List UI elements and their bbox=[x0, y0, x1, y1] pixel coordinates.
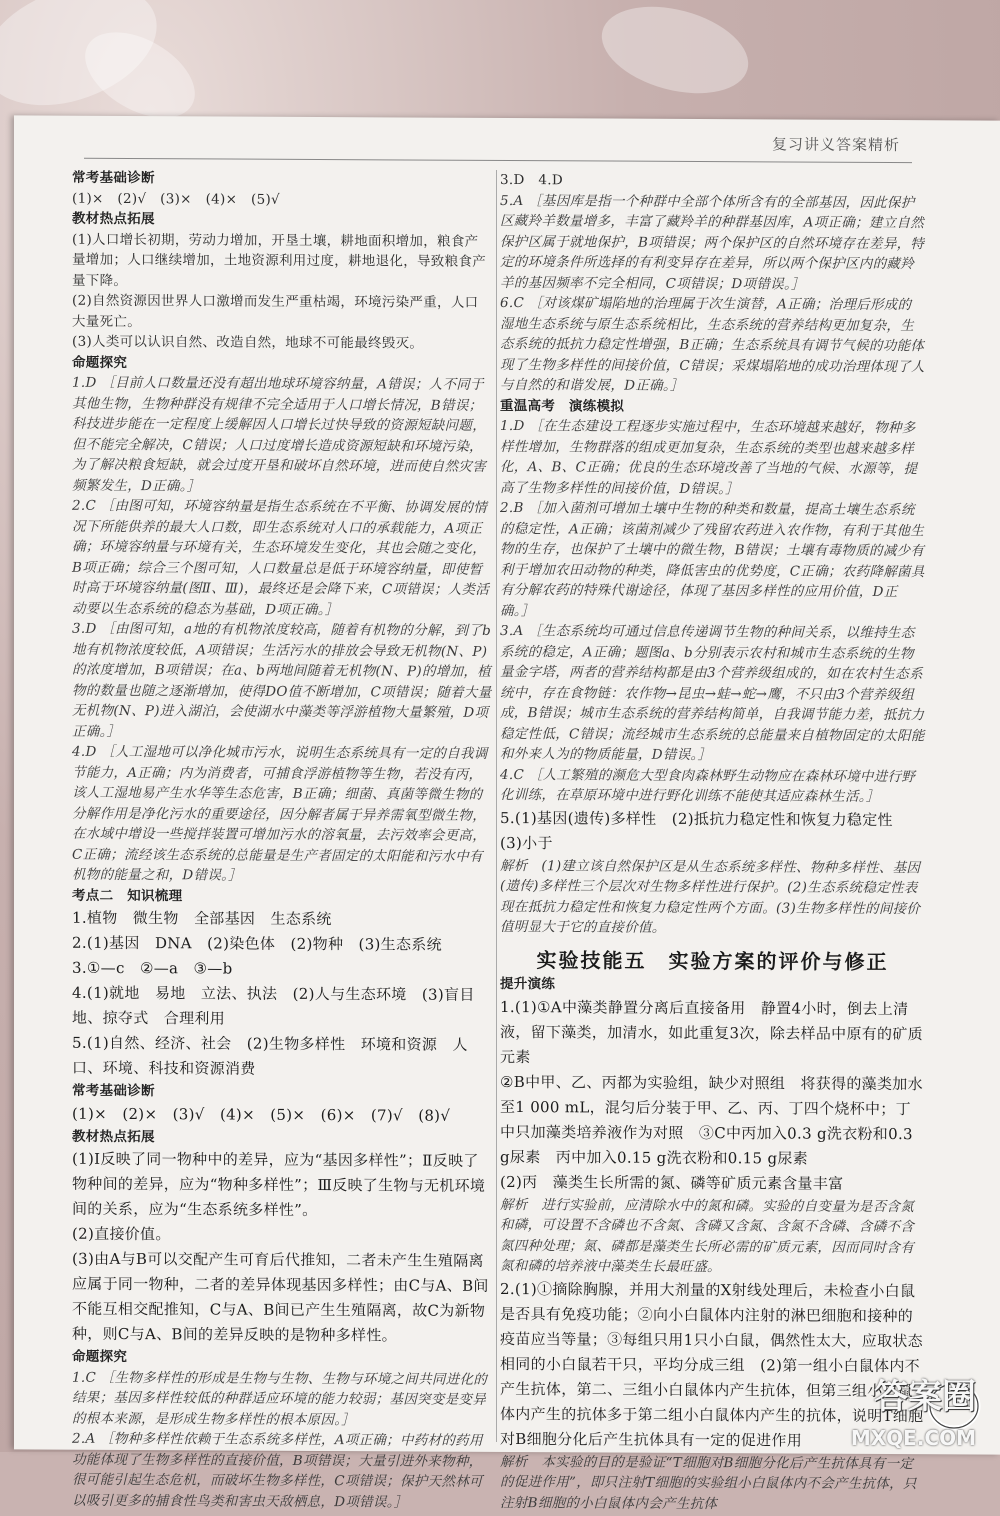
answer-item: (1)× (2)× (3)√ (4)× (5)× (6)× (7)√ (8)√ bbox=[72, 1101, 492, 1128]
header-rule bbox=[84, 158, 912, 163]
section-heading: 命题探究 bbox=[72, 1347, 492, 1370]
answer-item: 1.(1)①A中藻类静置分离后直接备用 静置4小时，倒去上清液，留下藻类，加清水，如此重复3次，除去样品中原有的矿质元素 bbox=[500, 994, 925, 1071]
answer-item: ②B中甲、乙、丙都为实验组，缺少对照组 将获得的藻类加水至1 000 mL，混匀后分装于甲、乙、丙、丁四个烧杯中；丁中只加藻类培养液作为对照 ③C中丙加入0.3 g洗衣粉和0.3 g尿素 丙中加入0.15 g洗衣粉和0.15 g尿素 bbox=[500, 1069, 925, 1171]
answer-item: 3.①—c ②—a ③—b bbox=[72, 956, 492, 983]
running-header: 复习讲义答案精析 bbox=[772, 133, 900, 155]
section-heading: 教材热点拓展 bbox=[72, 209, 492, 232]
left-column bbox=[72, 168, 492, 1513]
answer-explanation: 1.D ［在生态建设工程逐步实施过程中，生态环境越来越好，物种多样性增加，生物群落的组成更加复杂，生态系统的类型也越来越多样化，A、B、C正确；优良的生态环境改善了当地的气候、水源等，提高了生物多样性的间接价值，D错误。］ bbox=[500, 416, 925, 500]
right-column bbox=[500, 170, 925, 1515]
watermark-text: 答案圈 bbox=[874, 1369, 976, 1418]
answer-item: (2)丙 藻类生长所需的氮、磷等矿质元素含量丰富 bbox=[500, 1169, 925, 1196]
section-heading: 教材热点拓展 bbox=[72, 1126, 492, 1149]
section-heading: 考点二 知识梳理 bbox=[72, 885, 492, 908]
section-heading: 常考基础诊断 bbox=[72, 168, 492, 191]
section-heading: 提升演练 bbox=[500, 974, 925, 997]
answer-explanation: 1.D ［目前人口数量还没有超出地球环境容纳量，A错误；人不同于其他生物，生物种群没有规律不完全适用于人口增长情况，B错误；科技进步能在一定程度上缓解因人口增长过快导致的资源短缺问题，但不能完全解决，C错误；人口过度增长造成资源短缺和环境污染，为了解决粮食短缺，就会过度开垦和破坏自然环境，进而使自然灾害频繁发生，D正确。］ bbox=[72, 373, 492, 498]
answer-item: 2.(1)①摘除胸腺，并用大剂量的X射线处理后，未检查小白鼠是否具有免疫功能；②向小白鼠体内注射的淋巴细胞和接种的疫苗应当等量；③每组只用1只小白鼠，偶然性太大，应取状态相同的小白鼠若干只，平均分成三组 (2)第一组小白鼠体内不产生抗体，第二、三组小白鼠体内产生抗体，但第三组小白鼠体内产生的抗体多于第二组小白鼠体内产生的抗体，说明T细胞对B细胞分化后产生抗体具有一定的促进作用 bbox=[500, 1276, 925, 1453]
answer-explanation: 4.C ［人工繁殖的濒危大型食肉森林野生动物应在森林环境中进行野化训练，在草原环境中进行野化训练不能使其适应森林生活。］ bbox=[500, 764, 925, 807]
watermark-url: MXQE.COM bbox=[851, 1426, 976, 1450]
answer-explanation: 1.C ［生物多样性的形成是生物与生物、生物与环境之间共同进化的结果；基因多样性较低的种群适应环境的能力较弱；基因突变是变异的根本来源，是形成生物多样性的根本原因。］ bbox=[72, 1367, 492, 1431]
answer-item: (3)人类可以认识自然、改造自然，地球不可能最终毁灭。 bbox=[72, 332, 492, 355]
answer-item: 3.D 4.D bbox=[500, 170, 925, 193]
answer-item: 5.(1)自然、经济、社会 (2)生物多样性 环境和资源 人口、环境、科技和资源消费 bbox=[72, 1031, 492, 1083]
answer-item: 1.植物 微生物 全部基因 生态系统 bbox=[72, 906, 492, 933]
chapter-title: 实验技能五 实验方案的评价与修正 bbox=[500, 949, 925, 972]
answer-item: (1)× (2)√ (3)× (4)× (5)√ bbox=[72, 188, 492, 211]
document-page bbox=[14, 115, 1000, 1454]
section-heading: 重温高考 演练模拟 bbox=[500, 395, 925, 418]
answer-item: (1)Ⅰ反映了同一物种中的差异，应为“基因多样性”；Ⅱ反映了物种间的差异，应为“物种多样性”；Ⅲ反映了生物与无机环境间的关系，应为“生态系统多样性”。 bbox=[72, 1147, 492, 1224]
answer-explanation: 5.A ［基因库是指一个种群中全部个体所含有的全部基因，因此保护区藏羚羊数量增多，丰富了藏羚羊的种群基因库，A项正确；建立自然保护区属于就地保护，B项错误；两个保护区的自然环境存在差异，特定的环境条件所选择的有利变异存在差异，所以两个保护区内的藏羚羊的基因频率不完全相同，C项错误；D项错误。］ bbox=[500, 190, 925, 295]
answer-explanation: 3.D ［由图可知，a地的有机物浓度较高，随着有机物的分解，到了b地有机物浓度较低，A项错误；生活污水的排放会导致无机物(N、P)的浓度增加，B项错误；在a、b两地间随着无机物(N、P)的增加，植物的数量也随之逐渐增加，使得DO值不断增加，C项错误；随着大量无机物(N、P)进入湖泊，会使湖水中藻类等浮游植物大量繁殖，D项正确。］ bbox=[72, 619, 492, 744]
answer-explanation: 2.B ［加入菌剂可增加土壤中生物的种类和数量，提高土壤生态系统的稳定性，A正确；该菌剂减少了残留农药进入农作物，有利于其他生物的生存，也保护了土壤中的微生物，B错误；土壤有毒物质的减少有利于增加农田动物的种类，降低害虫的优势度，C正确；农药降解菌具有分解农药的特殊代谢途径，体现了基因多样性的应用价值，D正确。］ bbox=[500, 498, 925, 623]
section-heading: 命题探究 bbox=[72, 352, 492, 375]
answer-item: (2)自然资源因世界人口激增而发生严重枯竭，环境污染严重，人口大量死亡。 bbox=[72, 291, 492, 334]
answer-explanation: 6.C ［对该煤矿塌陷地的治理属于次生演替，A正确；治理后形成的湿地生态系统与原生态系统相比，生态系统的营养结构更加复杂，生态系统的抵抗力稳定性增强，B正确；生态系统具有调节气候的功能体现了生物多样性的间接价值，C错误；采煤塌陷地的成功治理体现了人与自然的和谐发展，D正确。］ bbox=[500, 293, 925, 398]
answer-explanation: 解析 (1)建立该自然保护区是从生态系统多样性、物种多样性、基因(遗传)多样性三个层次对生物多样性进行保护。(2)生态系统稳定性表现在抵抗力稳定性和恢复力稳定性两个方面。(3)生物多样性的间接价值明显大于它的直接价值。 bbox=[500, 855, 925, 939]
section-heading: 常考基础诊断 bbox=[72, 1081, 492, 1104]
answer-explanation: 3.A ［生态系统均可通过信息传递调节生物的种间关系，以维持生态系统的稳定，A正确；题图a、b分别表示农村和城市生态系统的生物量金字塔，两者的营养结构都是由3个营养级组成的，如在农村生态系统中，存在食物链：农作物→昆虫→蛙→蛇→鹰，不只由3个营养级组成，B错误；城市生态系统的营养结构简单，自我调节能力差，抵抗力稳定性低，C错误；流经城市生态系统的总能量来自植物固定的太阳能和外来人为的物质能量，D错误。］ bbox=[500, 621, 925, 767]
answer-explanation: 4.D ［人工湿地可以净化城市污水，说明生态系统具有一定的自我调节能力，A正确；内为消费者，可捕食浮游植物等生物，若没有丙，该人工湿地易产生水华等生态危害，B正确；细菌、真菌等微生物的分解作用是净化污水的重要途径，因分解者属于异养需氧型微生物，在水域中增设一些搅拌装置可增加污水的溶氧量，去污效率会更高，C正确；流经该生态系统的总能量是生产者固定的太阳能和污水中有机物的能量之和，D错误。］ bbox=[72, 742, 492, 888]
answer-item: 2.(1)基因 DNA (2)染色体 (2)物种 (3)生态系统 bbox=[72, 931, 492, 958]
answer-explanation: 2.A ［物种多样性依赖于生态系统多样性，A项正确；中药材的药用功能体现了生物多样性的直接价值，B项错误；大量引进外来物种，很可能引起生态危机，而破坏生物多样性，C项错误；保护天然林可以吸引更多的捕食性鸟类和害虫天敌栖息，D项错误。］ bbox=[72, 1429, 492, 1513]
answer-explanation: 解析 进行实验前，应清除水中的氮和磷。实验的自变量为是否含氮和磷，可设置不含磷也不含氮、含磷又含氮、含氮不含磷、含磷不含氮四种处理；氮、磷都是藻类生长所必需的矿质元素，因而同时含有氮和磷的培养液中藻类生长最旺盛。 bbox=[500, 1194, 925, 1278]
answer-item: (3)由A与B可以交配产生可育后代推知，二者未产生生殖隔离应属于同一物种，二者的差异体现基因多样性；由C与A、B间不能互相交配推知，C与A、B间已产生生殖隔离，故C为新物种，则C与A、B间的差异反映的是物种多样性。 bbox=[72, 1247, 492, 1349]
answer-item: (1)人口增长初期，劳动力增加，开垦土壤，耕地面积增加，粮食产量增加；人口继续增加，土地资源利用过度，耕地退化，导致粮食产量下降。 bbox=[72, 229, 492, 293]
answer-item: 4.(1)就地 易地 立法、执法 (2)人与生态环境 (3)盲目地、掠夺式 合理利用 bbox=[72, 981, 492, 1033]
answer-explanation: 解析 本实验的目的是验证“T细胞对B细胞分化后产生抗体具有一定的促进作用”，即只注射T细胞的实验组小白鼠体内不会产生抗体，只注射B细胞的小白鼠体内会产生抗体 bbox=[500, 1451, 925, 1515]
answer-item: 5.(1)基因(遗传)多样性 (2)抵抗力稳定性和恢复力稳定性 (3)小于 bbox=[500, 805, 925, 857]
answer-explanation: 2.C ［由图可知，环境容纳量是指生态系统在不平衡、协调发展的情况下所能供养的最大人口数，即生态系统对人口的承载能力，A项正确；环境容纳量与环境有关，生态环境发生变化，其也会随之变化，B项正确；综合三个图可知，人口数量总是低于环境容纳量，即使暂时高于环境容纳量(图Ⅱ、Ⅲ)，最终还是会降下来，C项错误；人类活动要以生态系统的稳态为基础，D项正确。］ bbox=[72, 496, 492, 621]
column-divider bbox=[496, 170, 497, 1442]
answer-item: (2)直接价值。 bbox=[72, 1222, 492, 1249]
flower-petal-decoration bbox=[592, 0, 758, 108]
